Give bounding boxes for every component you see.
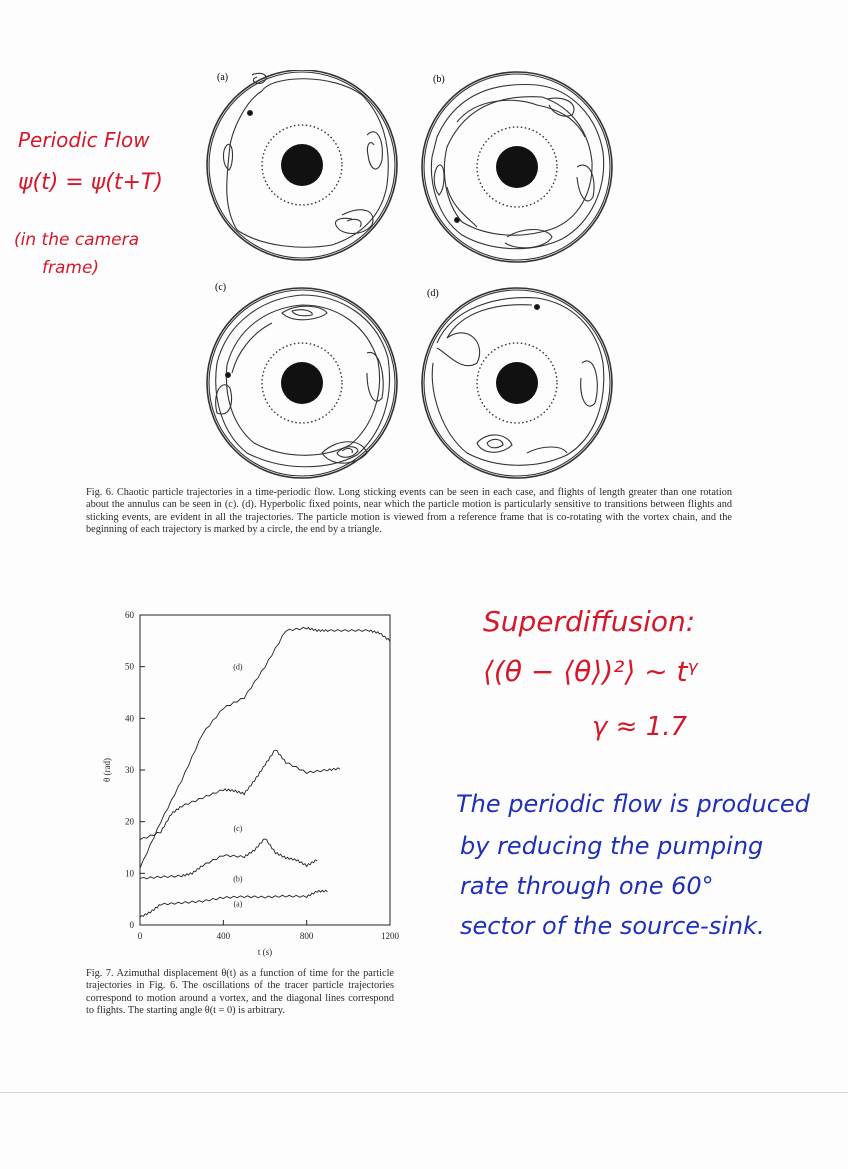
note-camera-frame-2: frame) <box>42 258 100 278</box>
y-tick-label: 60 <box>125 610 134 620</box>
curve-label: (a) <box>233 899 243 909</box>
panel-a <box>207 70 397 260</box>
panel-label-a: (a) <box>217 72 229 83</box>
y-axis-label: θ (rad) <box>102 757 112 783</box>
y-tick-label: 10 <box>125 868 134 879</box>
x-tick-label: 800 <box>299 931 314 941</box>
note-blue-line4: sector of the source-sink. <box>460 912 765 940</box>
x-tick-label: 1200 <box>381 931 399 941</box>
y-tick-label: 40 <box>125 713 134 724</box>
note-camera-frame-1: (in the camera <box>14 230 140 250</box>
series-line-1 <box>140 839 317 879</box>
curve-label: (b) <box>233 874 243 884</box>
panel-d <box>422 288 612 478</box>
note-superdiffusion-title: Superdiffusion: <box>483 605 696 638</box>
panel-label-d: (d) <box>427 288 439 299</box>
curve-label: (d) <box>233 662 243 672</box>
curve-label: (c) <box>233 823 243 833</box>
series-line-3 <box>140 627 390 868</box>
note-blue-line3: rate through one 60° <box>460 872 714 900</box>
panel-c <box>207 288 397 478</box>
note-periodic-flow-equation: ψ(t) = ψ(t+T) <box>18 170 163 195</box>
fig6-trajectories <box>195 70 655 490</box>
fig7-caption: Fig. 7. Azimuthal displacement θ(t) as a function of time for the particle trajectories in Fig. 6. The oscillations of the tracer particle trajectories correspond to motion around a vortex, and the diagonal lines correspond to flights. The starting angle θ(t = 0) is arbitrary. <box>86 968 394 1017</box>
x-tick-label: 400 <box>216 931 231 941</box>
note-periodic-flow-title: Periodic Flow <box>18 128 150 152</box>
panel-b <box>422 72 612 262</box>
note-blue-line2: by reducing the pumping <box>460 832 764 860</box>
y-tick-label: 0 <box>129 920 134 930</box>
note-blue-line1: The periodic flow is produced <box>456 790 810 818</box>
fig6-caption: Fig. 6. Chaotic particle trajectories in a time-periodic flow. Long sticking events can be seen in each case, and flights of length greater than one rotation about the annulus can be seen in (c). (d). Hyperbolic fixed points, near which the particle motion is particularly sensitive to transitions between flights and sticking events, are evident in all the trajectories. The particle motion is viewed from a reference frame that is co-rotating with the vortex chain, and the beginning of each trajectory is marked by a circle, the end by a triangle. <box>86 487 732 536</box>
fig7-chart <box>100 605 400 960</box>
plot-frame <box>140 615 390 925</box>
y-tick-label: 50 <box>125 661 134 672</box>
note-gamma-value: γ ≈ 1.7 <box>592 712 688 742</box>
x-axis-label: t (s) <box>257 947 273 957</box>
x-tick-label: 0 <box>137 931 143 941</box>
panel-label-c: (c) <box>215 282 227 293</box>
panel-label-b: (b) <box>433 74 445 85</box>
note-superdiffusion-law: ⟨(θ − ⟨θ⟩)²⟩ ∼ tᵞ <box>483 655 698 688</box>
y-tick-label: 30 <box>125 765 134 775</box>
page-edge-divider <box>0 1092 848 1093</box>
y-tick-label: 20 <box>125 816 134 827</box>
